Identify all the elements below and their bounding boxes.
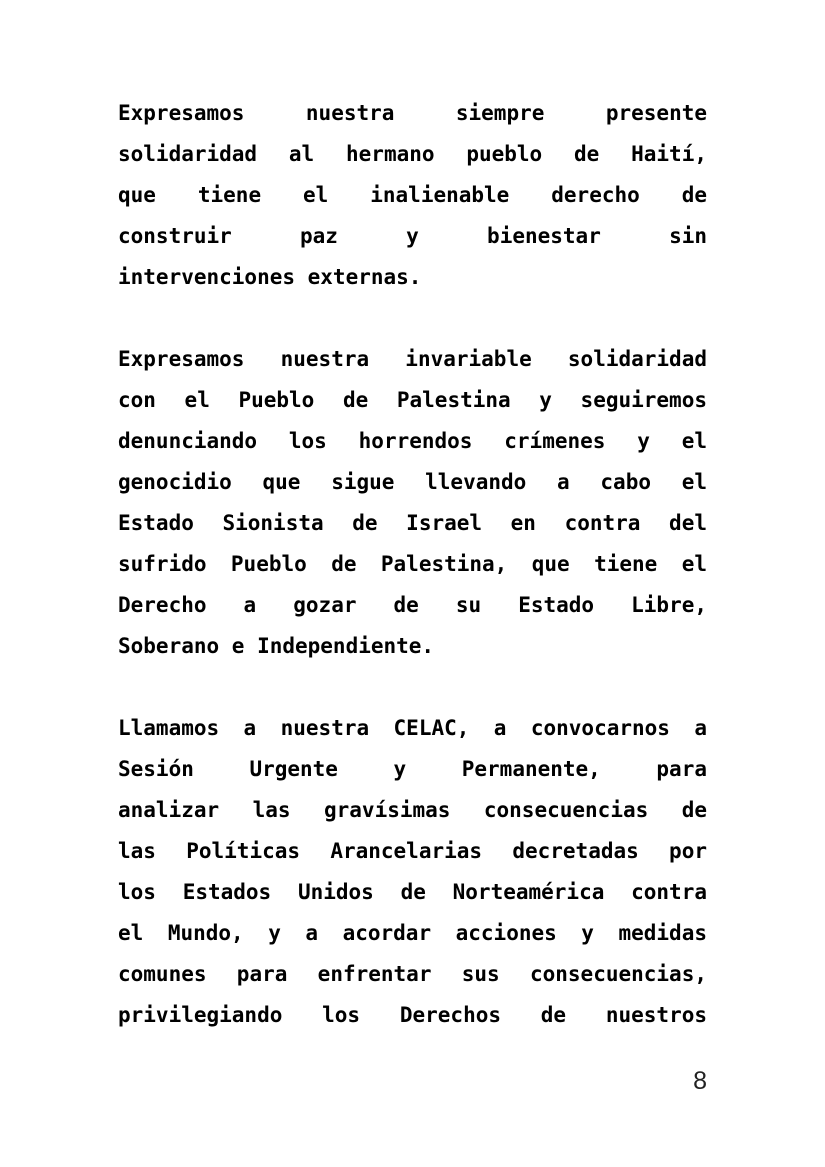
paragraph-palestine-solidarity: [118, 339, 707, 667]
text-line: Sesión Urgente y Permanente, para: [118, 757, 707, 781]
text-line: construir paz y bienestar sin: [118, 224, 707, 248]
paragraph-celac-call: [118, 708, 707, 1036]
text-line: el Mundo, y a acordar acciones y medidas: [118, 921, 707, 945]
text-line: genocidio que sigue llevando a cabo el: [118, 470, 707, 494]
text-line: comunes para enfrentar sus consecuencias,: [118, 962, 707, 986]
text-line: intervenciones externas.: [118, 265, 422, 289]
text-line: analizar las gravísimas consecuencias de: [118, 798, 707, 822]
text-line: que tiene el inalienable derecho de: [118, 183, 707, 207]
text-line: privilegiando los Derechos de nuestros: [118, 1003, 707, 1027]
text-line: Expresamos nuestra siempre presente: [118, 101, 707, 125]
text-line: Soberano e Independiente.: [118, 634, 435, 658]
text-line: Estado Sionista de Israel en contra del: [118, 511, 707, 535]
text-line: Llamamos a nuestra CELAC, a convocarnos a: [118, 716, 707, 740]
text-line: con el Pueblo de Palestina y seguiremos: [118, 388, 707, 412]
document-text-column: [118, 93, 707, 1036]
text-line: Expresamos nuestra invariable solidaridad: [118, 347, 707, 371]
paragraph-haiti-solidarity: [118, 93, 707, 298]
text-line: sufrido Pueblo de Palestina, que tiene el: [118, 552, 707, 576]
text-line: las Políticas Arancelarias decretadas por: [118, 839, 707, 863]
page-number: 8: [693, 1067, 707, 1095]
text-line: Derecho a gozar de su Estado Libre,: [118, 593, 707, 617]
text-line: solidaridad al hermano pueblo de Haití,: [118, 142, 707, 166]
text-line: los Estados Unidos de Norteamérica contra: [118, 880, 707, 904]
text-line: denunciando los horrendos crímenes y el: [118, 429, 707, 453]
